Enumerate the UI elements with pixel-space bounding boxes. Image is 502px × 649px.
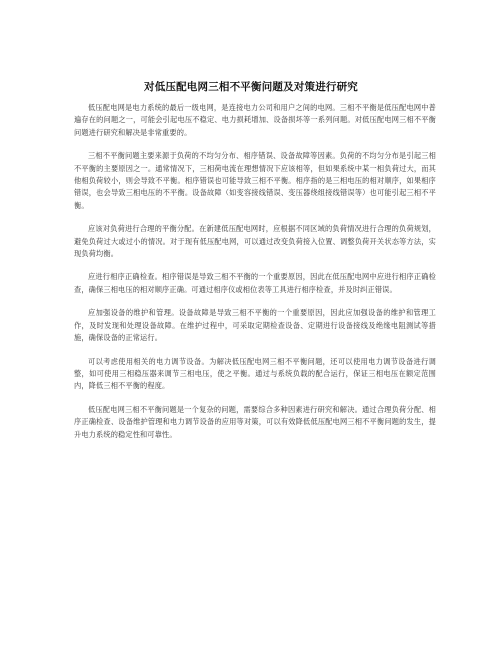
- paragraph-1: 低压配电网是电力系统的最后一级电网，是连接电力公司和用户之间的电网。三相不平衡是低压配电网中普遍存在的问题之一，可能会引起电压不稳定、电力损耗增加、设备损坏等一系列问题。对低压配电网三相不平衡问题进行研究和解决是非常重要的。: [74, 103, 436, 137]
- paragraph-4: 应进行相序正确检查。相序错误是导致三相不平衡的一个重要原因，因此在低压配电网中应进行相序正确检查，确保三相电压的相对顺序正确。可通过相序仪或相位表等工具进行相序检查，并及时纠正错误。: [74, 272, 436, 294]
- paragraph-6: 可以考虑使用相关的电力调节设备。为解决低压配电网三相不平衡问题，还可以使用电力调节设备进行调整，如可使用三相稳压器来调节三相电压，使之平衡。通过与系统负载的配合运行，保证三相电压在额定范围内，降低三相不平衡的程度。: [74, 356, 436, 391]
- paragraph-5: 应加强设备的维护和管理。设备故障是导致三相不平衡的一个重要原因，因此应加强设备的维护和管理工作，及时发现和处理设备故障。在维护过程中，可采取定期检查设备、定期进行设备接线及绝缘电阻测试等措施，确保设备的正常运行。: [74, 308, 436, 343]
- paragraph-7: 低压配电网三相不平衡问题是一个复杂的问题，需要综合多种因素进行研究和解决。通过合理负荷分配、相序正确检查、设备维护管理和电力调节设备的应用等对策，可以有效降低低压配电网三相不平衡问题的发生，提升电力系统的稳定性和可靠性。: [74, 404, 436, 439]
- document-body: [74, 102, 436, 452]
- paragraph-2: 三相不平衡问题主要来源于负荷的不均匀分布、相序错误、设备故障等因素。负荷的不均匀分布是引起三相不平衡的主要原因之一。通常情况下，三相荷电流在理想情况下应该相等，但如果系统中某一相负荷过大，而其他相负荷较小，则会导致不平衡。相序错误也可能导致三相不平衡。相序指的是三相电压的相对顺序，如果相序错误，也会导致三相电压的不平衡。设备故障（如变容接线错误、变压器绕组接线错误等）也可能引起三相不平衡。: [74, 151, 436, 210]
- paragraph-3: 应该对负荷进行合理的平衡分配。在新建低压配电网时，应根据不同区域的负荷情况进行合理的负荷规划，避免负荷过大或过小的情况。对于现有低压配电网，可以通过改变负荷接入位置、调整负荷开关状态等方法，实现负荷均衡。: [74, 224, 436, 259]
- document-title: 对低压配电网三相不平衡问题及对策进行研究: [144, 81, 358, 93]
